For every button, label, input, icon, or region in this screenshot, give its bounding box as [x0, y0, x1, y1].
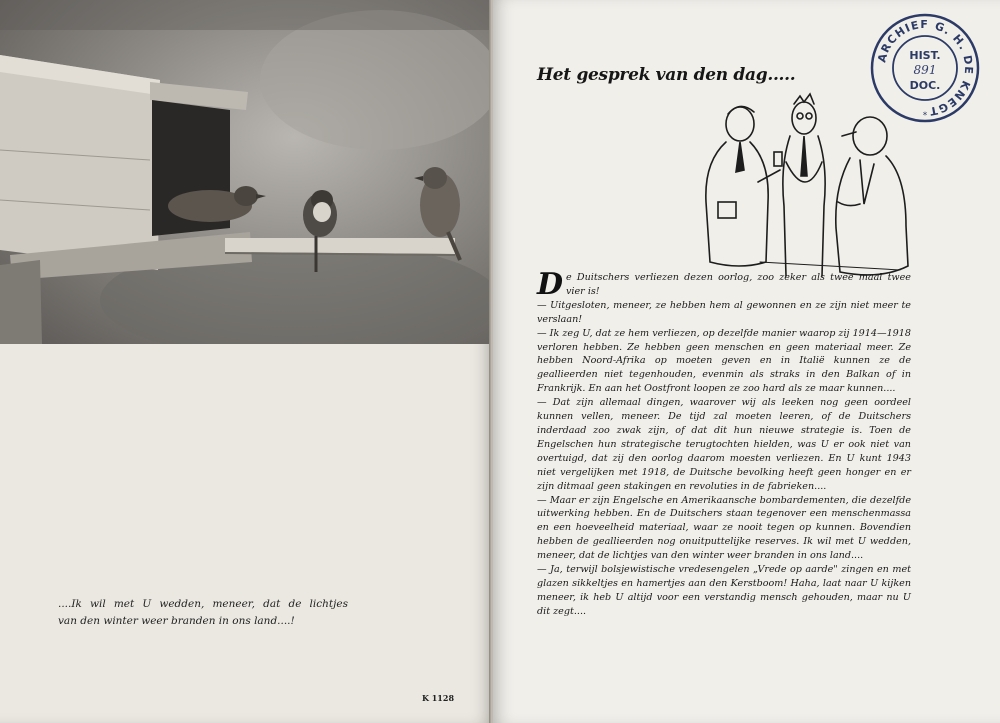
article-paragraph-3: — Ik zeg U, dat ze hem verliezen, op dezelfde manier waarop zij 1914—1918 verloren hebben. Ze hebben geen menschen en geen materiaal meer. Ze hebben Noord-Afrika op moeten geven en in Italië kunnen ze de geallieerden niet tegenhouden, evenmin als straks in den Balkan of in Frankrijk. En aan het Oostfront loopen ze zoo hard als ze maar kunnen.... [537, 327, 911, 395]
stamp-ring-text: ARCHIEF G. H. DE KNEGT [875, 17, 976, 118]
stamp-star-icon: * [922, 111, 928, 121]
stamp-line-hist: HIST. [909, 49, 941, 62]
article-paragraph-4: — Dat zijn allemaal dingen, waarover wij als leeken nog geen oordeel kunnen vellen, meneer. De tijd zal moeten leeren, of de Duitschers inderdaad zoo zwak zijn, of dat dit hun nieuwe strategie is. Toen de Engelschen hun strategische terugtochten hielden, was U er ook niet van overtuigd, dat zij den oorlog daarom moesten verliezen. En U kunt 1943 niet vergelijken met 1918, de Duitsche bevolking heeft geen honger en er zijn ditmaal geen stakingen en revoluties in de fabrieken.... [537, 397, 911, 492]
sparrows-photo-illustration [0, 0, 490, 344]
article-body [537, 267, 911, 619]
caption-line-1: ....Ik wil met U wedden, meneer, dat de lichtjes [58, 598, 348, 610]
drop-cap: D [537, 267, 564, 302]
photo-birds-birdhouse [0, 0, 490, 344]
article-paragraph-2: — Uitgesloten, meneer, ze hebben hem al gewonnen en ze zijn niet meer te verslaan! [537, 299, 911, 325]
stamp-line-doc: DOC. [909, 79, 941, 92]
article-headline: Het gesprek van den dag..... [537, 65, 796, 85]
photo-caption [58, 596, 348, 630]
print-code: K 1128 [422, 693, 455, 703]
article-paragraph-5: — Maar er zijn Engelsche en Amerikaansche bombardementen, die dezelfde uitwerking hebben. En de Duitschers staan tegenover een menschenmassa en een hoeveelheid materiaal, waar ze nooit tegen op kunnen. Bovendien hebben de geallieerden nog onuitputtelijke reserves. Ik wil met U wedden, meneer, dat de lichtjes van den winter weer branden in ons land.... [537, 494, 911, 562]
three-men-cartoon [700, 92, 915, 278]
caption-line-2: van den winter weer branden in ons land....! [58, 615, 295, 627]
left-page [0, 0, 492, 723]
article-paragraph-1: De Duitschers verliezen dezen oorlog, zoo zeker als twee maal twee vier is! [537, 267, 911, 302]
article-paragraph-6: — Ja, terwijl bolsjewistische vredesengelen „Vrede op aarde" zingen en met glazen sikkeltjes en hamertjes aan den Kerstboom! Haha, laat naar U kijken meneer, ik heb U altijd voor een verstandig mensch gehouden, maar nu U dit zegt.... [537, 564, 911, 617]
stamp-number: 891 [913, 63, 937, 77]
